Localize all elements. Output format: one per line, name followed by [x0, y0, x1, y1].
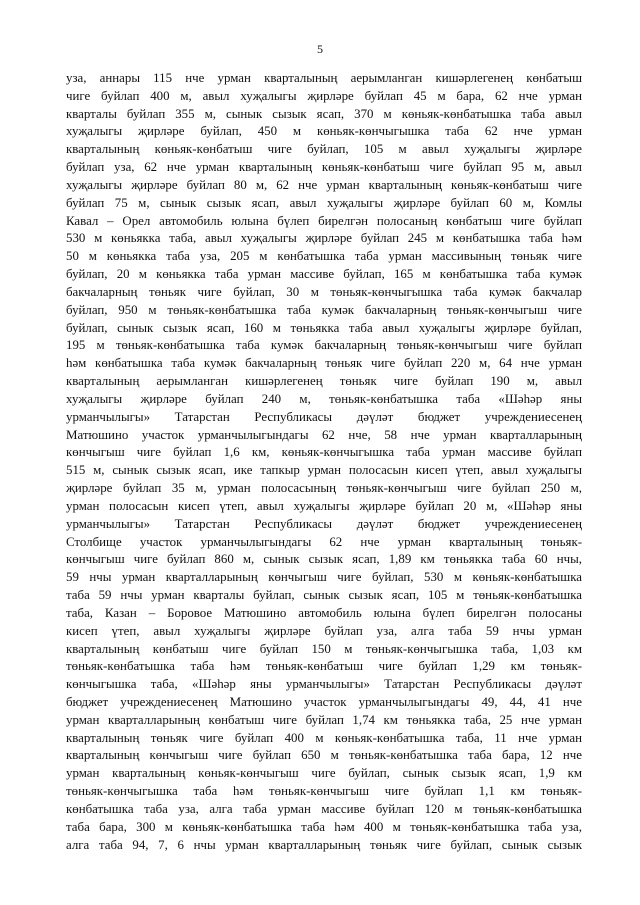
- text-line: таба, Казан – Боровое Матюшино автомобиль юлына бүлеп бирелгән полосаны: [66, 605, 582, 620]
- text-line: Матюшино участок урманчылыгындагы 62 нче, 58 нче урман кварталларының: [66, 427, 582, 442]
- text-line: урман кварталларының көнбатыш чиге буйлап 1,74 км төньякка таба, 25 нче урман: [66, 712, 582, 727]
- text-line: буйлап 75 м, сынык сызык ясап, авыл хуҗалыгы җирләре буйлап 60 м, Комлы: [66, 195, 582, 210]
- text-line: хуҗалыгы җирләре буйлап 240 м, төньяк-көнбатышка таба «Шәһәр яны: [66, 391, 582, 406]
- text-line: буйлап, 950 м төньяк-көнбатышка таба кумәк бакчаларның төньяк-көнчыгыш чиге: [66, 302, 582, 317]
- text-line: Столбище участок урманчылыгындагы 62 нче урман кварталының төньяк-: [66, 534, 582, 549]
- body-text: [66, 70, 582, 854]
- text-line: кварталы буйлап 355 м, сынык сызык ясап, 370 м көньяк-көнбатышка таба авыл: [66, 106, 582, 121]
- text-line: кварталының көньяк-көнбатыш чиге буйлап, 105 м авыл хуҗалыгы җирләре: [66, 142, 582, 157]
- text-line: кварталының төньяк чиге буйлап 400 м көньяк-көнбатышка таба, 11 нче урман: [66, 730, 582, 745]
- text-line: буйлап, 20 м көньякка таба урман массиве буйлап, 165 м көнбатышка таба кумәк: [66, 267, 582, 282]
- text-line: бакчаларның төньяк чиге буйлап, 30 м төньяк-көнчыгышка таба кумәк бакчалар: [66, 284, 582, 299]
- text-line: көнбатышка таба уза, алга таба урман массиве буйлап 120 м төньяк-көнбатышка: [66, 801, 582, 816]
- text-line: таба 59 нчы урман кварталы буйлап, сынык сызык ясап, 105 м төньяк-көнбатышка: [66, 588, 582, 603]
- text-line: урманчылыгы» Татарстан Республикасы дәүләт бюджет учреждениесенең: [66, 409, 582, 424]
- text-line: таба бара, 300 м көньяк-көнбатышка таба һәм 400 м төньяк-көнбатышка таба уза,: [66, 819, 582, 834]
- text-line: буйлап уза, 62 нче урман кварталының көньяк-көнбатыш чиге буйлап 95 м, авыл: [66, 160, 582, 175]
- text-line: кисеп үтеп, авыл хуҗалыгы җирләре буйлап уза, алга таба 59 нчы урман: [66, 623, 582, 638]
- text-line: Кавал – Орел автомобиль юлына бүлеп бирелгән полосаның көнбатыш чиге буйлап: [66, 213, 582, 228]
- text-line: 59 нчы урман кварталларының көнчыгыш чиге буйлап, 530 м көньяк-көнбатышка: [66, 570, 582, 585]
- text-line: көнчыгышка таба, «Шәһәр яны урманчылыгы» Татарстан Республикасы дәүләт: [66, 677, 582, 692]
- text-line: урман кварталының көньяк-көнчыгыш чиге буйлап, сынык сызык ясап, 1,9 км: [66, 766, 582, 781]
- text-line: хуҗалыгы җирләре буйлап, 450 м көньяк-көнчыгышка таба 62 нче урман: [66, 124, 582, 139]
- text-line: 50 м көньякка таба уза, 205 м көнбатышка таба урман массивының төньяк чиге: [66, 249, 582, 264]
- text-line: кварталының көнбатыш чиге буйлап 150 м төньяк-көнчыгышка таба, 1,03 км: [66, 641, 582, 656]
- text-line: көнчыгыш чиге буйлап 860 м, сынык сызык ясап, 1,89 км төньякка таба 60 нчы,: [66, 552, 582, 567]
- text-line: бюджет учреждениесенең Матюшино участок урманчылыгындагы 49, 44, 41 нче: [66, 694, 582, 709]
- text-line: кварталының аерымланган кишәрлегенең төньяк чиге буйлап 190 м, авыл: [66, 374, 582, 389]
- text-line: төньяк-көнбатышка таба һәм төньяк-көнбатыш чиге буйлап 1,29 км төньяк-: [66, 659, 582, 674]
- text-line: хуҗалыгы җирләре буйлап 80 м, 62 нче урман кварталының көньяк-көнбатыш чиге: [66, 177, 582, 192]
- text-line: урман полосасын кисеп үтеп, авыл хуҗалыгы җирләре буйлап 20 м, «Шәһәр яны: [66, 498, 582, 513]
- text-line: 195 м төньяк-көнбатышка таба кумәк бакчаларның төньяк-көнчыгыш чиге буйлап: [66, 338, 582, 353]
- text-line: буйлап, сынык сызык ясап, 160 м төньякка таба авыл хуҗалыгы җирләре буйлап,: [66, 320, 582, 335]
- text-line: көнчыгыш чиге буйлап 1,6 км, көньяк-көнчыгышка таба урман массиве буйлап: [66, 445, 582, 460]
- text-line: чиге буйлап 400 м, авыл хуҗалыгы җирләре буйлап 45 м бара, 62 нче урман: [66, 88, 582, 103]
- text-line: җирләре буйлап 35 м, урман полосасының төньяк-көнчыгыш чиге буйлап 250 м,: [66, 481, 582, 496]
- text-line: кварталының көнчыгыш чиге буйлап 650 м төньяк-көнбатышка таба бара, 12 нче: [66, 748, 582, 763]
- text-line: һәм көнбатышка таба кумәк бакчаларның төньяк чиге буйлап 220 м, 64 нче урман: [66, 356, 582, 371]
- text-line: 515 м, сынык сызык ясап, ике тапкыр урман полосасын кисеп үтеп, авыл хуҗалыгы: [66, 463, 582, 478]
- text-line: уза, аннары 115 нче урман кварталының аерымланган кишәрлегенең көнбатыш: [66, 71, 582, 85]
- text-line: алга таба 94, 7, 6 нчы урман кварталларының төньяк чиге буйлап, сынык сызык: [66, 837, 582, 852]
- text-line: урманчылыгы» Татарстан Республикасы дәүләт бюджет учреждениесенең: [66, 516, 582, 531]
- text-line: 530 м көньякка таба, авыл хуҗалыгы җирләре буйлап 245 м көнбатышка таба һәм: [66, 231, 582, 246]
- text-line: төньяк-көнчыгышка таба һәм төньяк-көнчыгыш чиге буйлап 1,1 км төньяк-: [66, 784, 582, 799]
- page-number: 5: [317, 42, 323, 56]
